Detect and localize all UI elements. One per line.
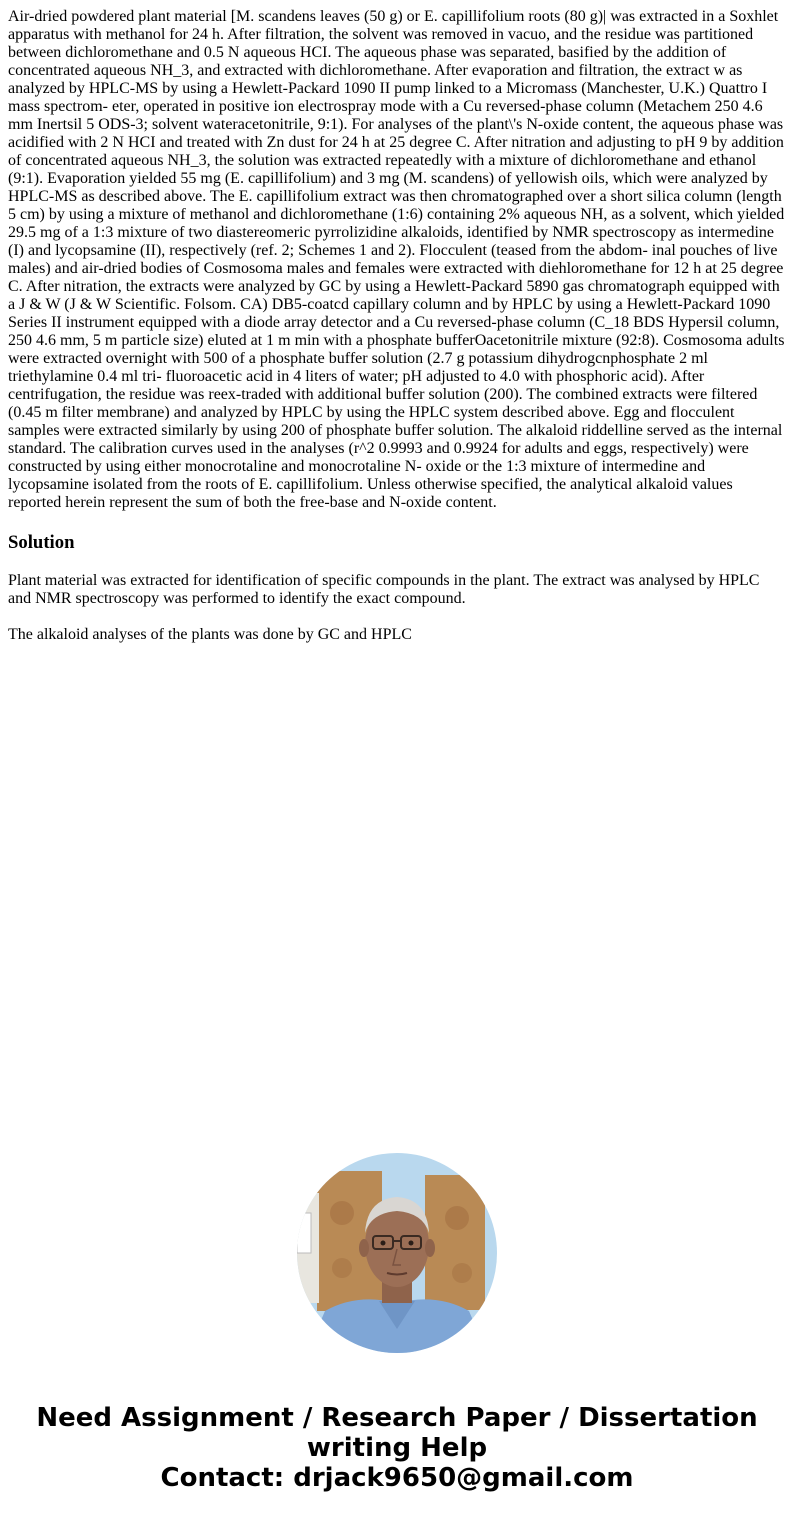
footer-advertisement xyxy=(0,1403,794,1493)
solution-heading: Solution xyxy=(8,532,75,553)
question-text: Air-dried powdered plant material [M. scandens leaves (50 g) or E. capillifolium roots (80 g)| was extracted in a Soxhlet apparatus with methanol for 24 h. After filtration, the solvent was removed in vacuo, and the residue was partitioned between dichloromethane and 0.5 N aqueous HCI. The aqueous phase was separated, basified by the addition of concentrated aqueous NH_3, and extracted with dichloromethane. After evaporation and filtration, the extract w as analyzed by HPLC-MS by using a Hewlett-Packard 1090 II pump linked to a Micromass (Manchester, U.K.) Quattro I mass spectrom- eter, operated in positive ion electrospray mode with a Cu reversed-phase column (Metachem 250 4.6 mm Inertsil 5 ODS-3; solvent wateracetonitrile, 9:1). For analyses of the plant\'s N-oxide content, the aqueous phase was acidified with 2 N HCI and treated with Zn dust for 24 h at 25 degree C. After nitration and adjusting to pH 9 by addition of concentrated aqueous NH_3, the solution was extracted repeatedly with a mixture of dichloromethane and ethanol (9:1). Evaporation yielded 55 mg (E. capillifolium) and 3 mg (M. scandens) of yellowish oils, which were analyzed by HPLC-MS as described above. The E. capillifolium extract was then chromatographed over a short silica column (length 5 cm) by using a mixture of methanol and dichloromethane (1:6) containing 2% aqueous NH, as a solvent, which yielded 29.5 mg of a 1:3 mixture of two diastereomeric pyrrolizidine alkaloids, identified by NMR spectroscopy as intermedine (I) and lycopsamine (II), respectively (ref. 2; Schemes 1 and 2). Flocculent (teased from the abdom- inal pouches of live males) and air-dried bodies of Cosmosoma males and females were extracted with diehloromethane for 12 h at 25 degree C. After nitration, the extracts were analyzed by GC by using a Hewlett-Packard 5890 gas chromatograph equipped with a J & W (J & W Scientific. Folsom. CA) DB5-coatcd capillary column and by HPLC by using a Hewlett-Packard 1090 Series II instrument equipped with a diode array detector and a Cu reversed-phase column (C_18 BDS Hypersil column, 250 4.6 mm, 5 m particle size) eluted at 1 m min with a phosphate bufferOacetonitrile mixture (92:8). Cosmosoma adults were extracted overnight with 500 of a phosphate buffer solution (2.7 g potassium dihydrogcnphosphate 2 ml triethylamine 0.4 ml tri- fluoroacetic acid in 4 liters of water; pH adjusted to 4.0 with phosphoric acid). After centrifugation, the residue was reex-traded with additional buffer solution (200). The combined extracts were filtered (0.45 m filter membrane) and analyzed by HPLC by using the HPLC system described above. Egg and flocculent samples were extracted similarly by using 200 of phosphate buffer solution. The alkaloid riddelline served as the internal standard. The calibration curves used in the analyses (r^2 0.9993 and 0.9924 for adults and eggs, respectively) were constructed by using either monocrotaline and monocrotaline N- oxide or the 1:3 mixture of intermedine and lycopsamine isolated from the roots of E. capillifolium. Unless otherwise specified, the analytical alkaloid values reported herein represent the sum of both the free-base and N-oxide content. xyxy=(8,8,785,511)
solution-paragraph-2: The alkaloid analyses of the plants was done by GC and HPLC xyxy=(8,626,412,643)
footer-line-2: writing Help xyxy=(306,1433,488,1463)
document-body xyxy=(8,8,786,644)
footer-line-1: Need Assignment / Research Paper / Dissertation xyxy=(36,1403,758,1433)
footer-contact-email[interactable]: Contact: drjack9650@gmail.com xyxy=(160,1463,634,1493)
author-photo-icon xyxy=(297,1153,497,1353)
author-avatar xyxy=(297,1153,497,1353)
solution-paragraph-1: Plant material was extracted for identification of specific compounds in the plant. The extract was analysed by HPLC and NMR spectroscopy was performed to identify the exact compound. xyxy=(8,572,760,607)
